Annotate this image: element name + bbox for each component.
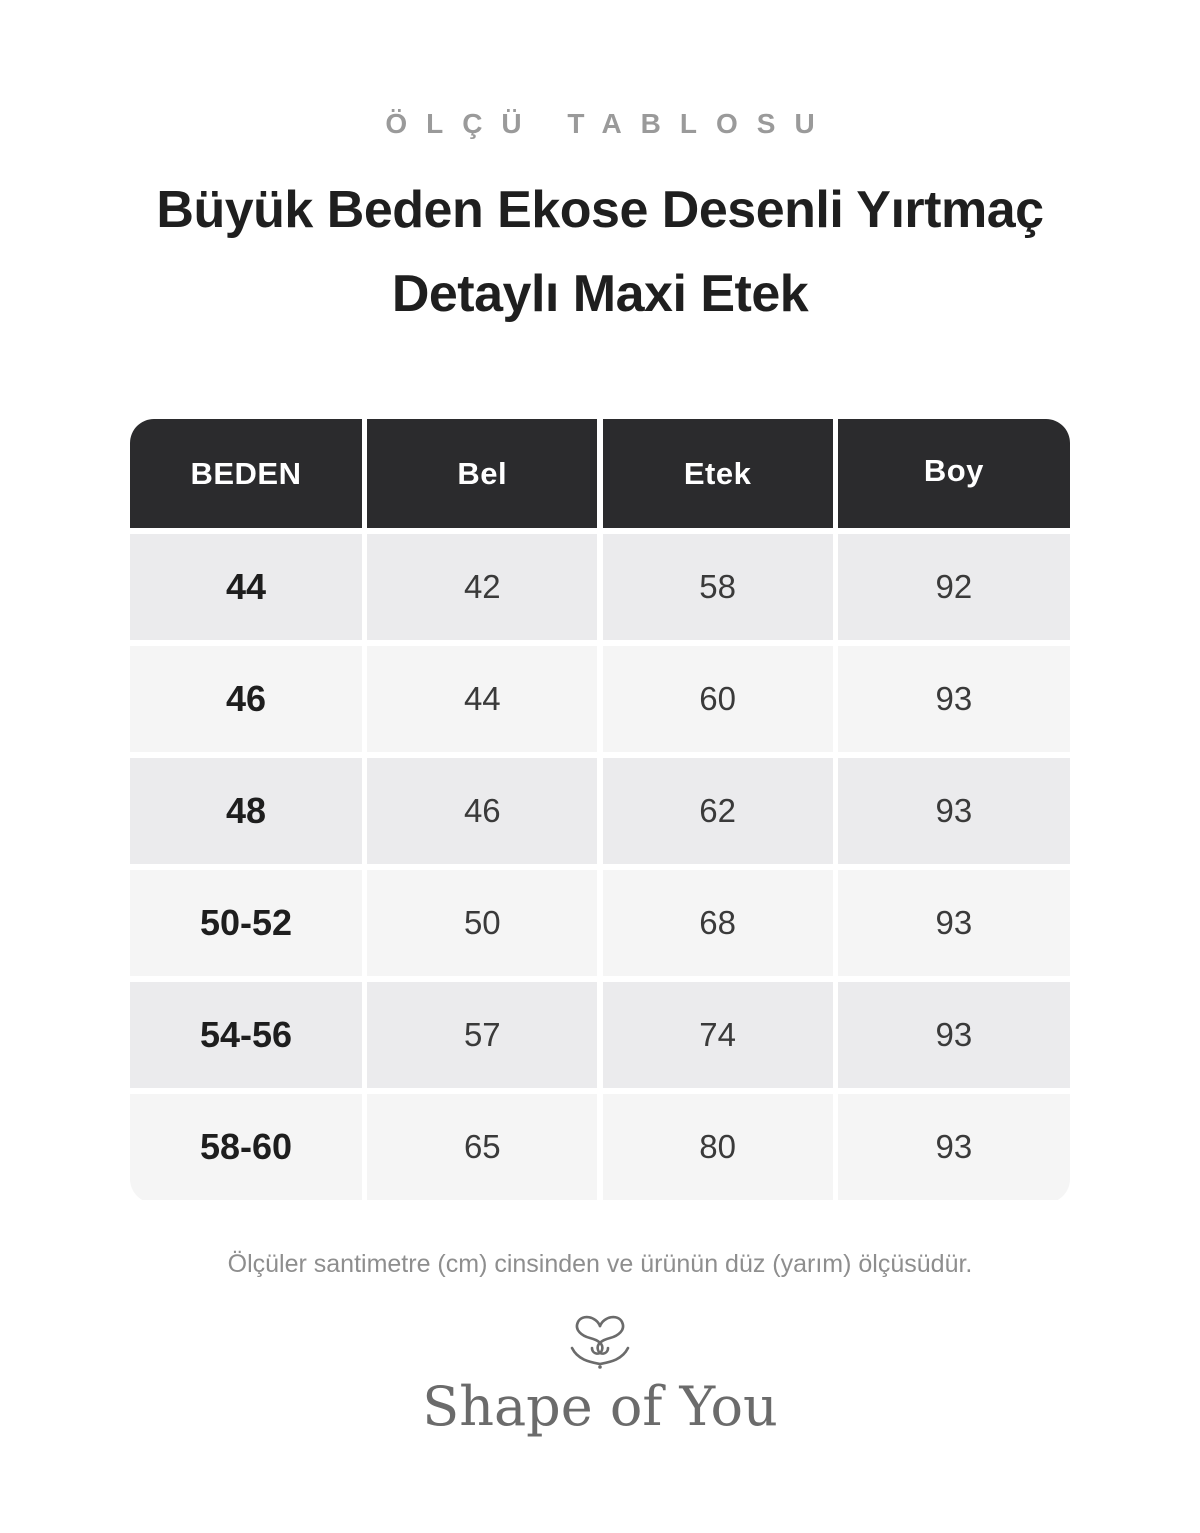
size-cell: 48	[130, 758, 362, 864]
size-cell: 44	[130, 534, 362, 640]
boy-cell: 92	[838, 534, 1070, 640]
etek-cell: 74	[603, 982, 833, 1088]
bel-cell: 65	[367, 1094, 597, 1200]
bel-cell: 50	[367, 870, 597, 976]
brand-logo-text: Shape of You	[422, 1375, 778, 1438]
etek-cell: 68	[603, 870, 833, 976]
column-header-beden: BEDEN	[130, 419, 362, 528]
size-table	[130, 419, 1070, 1203]
boy-cell: 93	[838, 1094, 1070, 1200]
bel-cell: 42	[367, 534, 597, 640]
boy-cell: 93	[838, 758, 1070, 864]
column-header-bel: Bel	[367, 419, 597, 528]
product-title: Büyük Beden Ekose Desenli Yırtmaç Detaylı Maxi Etek	[156, 181, 1044, 323]
bel-cell: 57	[367, 982, 597, 1088]
size-cell: 58-60	[130, 1094, 362, 1200]
size-cell: 54-56	[130, 982, 362, 1088]
boy-cell: 93	[838, 646, 1070, 752]
size-chart-kicker: ÖLÇÜ TABLOSU	[385, 108, 834, 139]
size-cell: 50-52	[130, 870, 362, 976]
measurement-note: Ölçüler santimetre (cm) cinsinden ve ürünün düz (yarım) ölçüsüdür.	[227, 1250, 973, 1278]
etek-cell: 80	[603, 1094, 833, 1200]
heart-swirl-icon	[568, 1312, 632, 1370]
etek-cell: 58	[603, 534, 833, 640]
boy-cell: 93	[838, 870, 1070, 976]
boy-cell: 93	[838, 982, 1070, 1088]
column-header-etek: Etek	[603, 419, 833, 528]
column-header-boy: Boy	[838, 419, 1070, 528]
bel-cell: 46	[367, 758, 597, 864]
etek-cell: 60	[603, 646, 833, 752]
size-cell: 46	[130, 646, 362, 752]
etek-cell: 62	[603, 758, 833, 864]
bel-cell: 44	[367, 646, 597, 752]
